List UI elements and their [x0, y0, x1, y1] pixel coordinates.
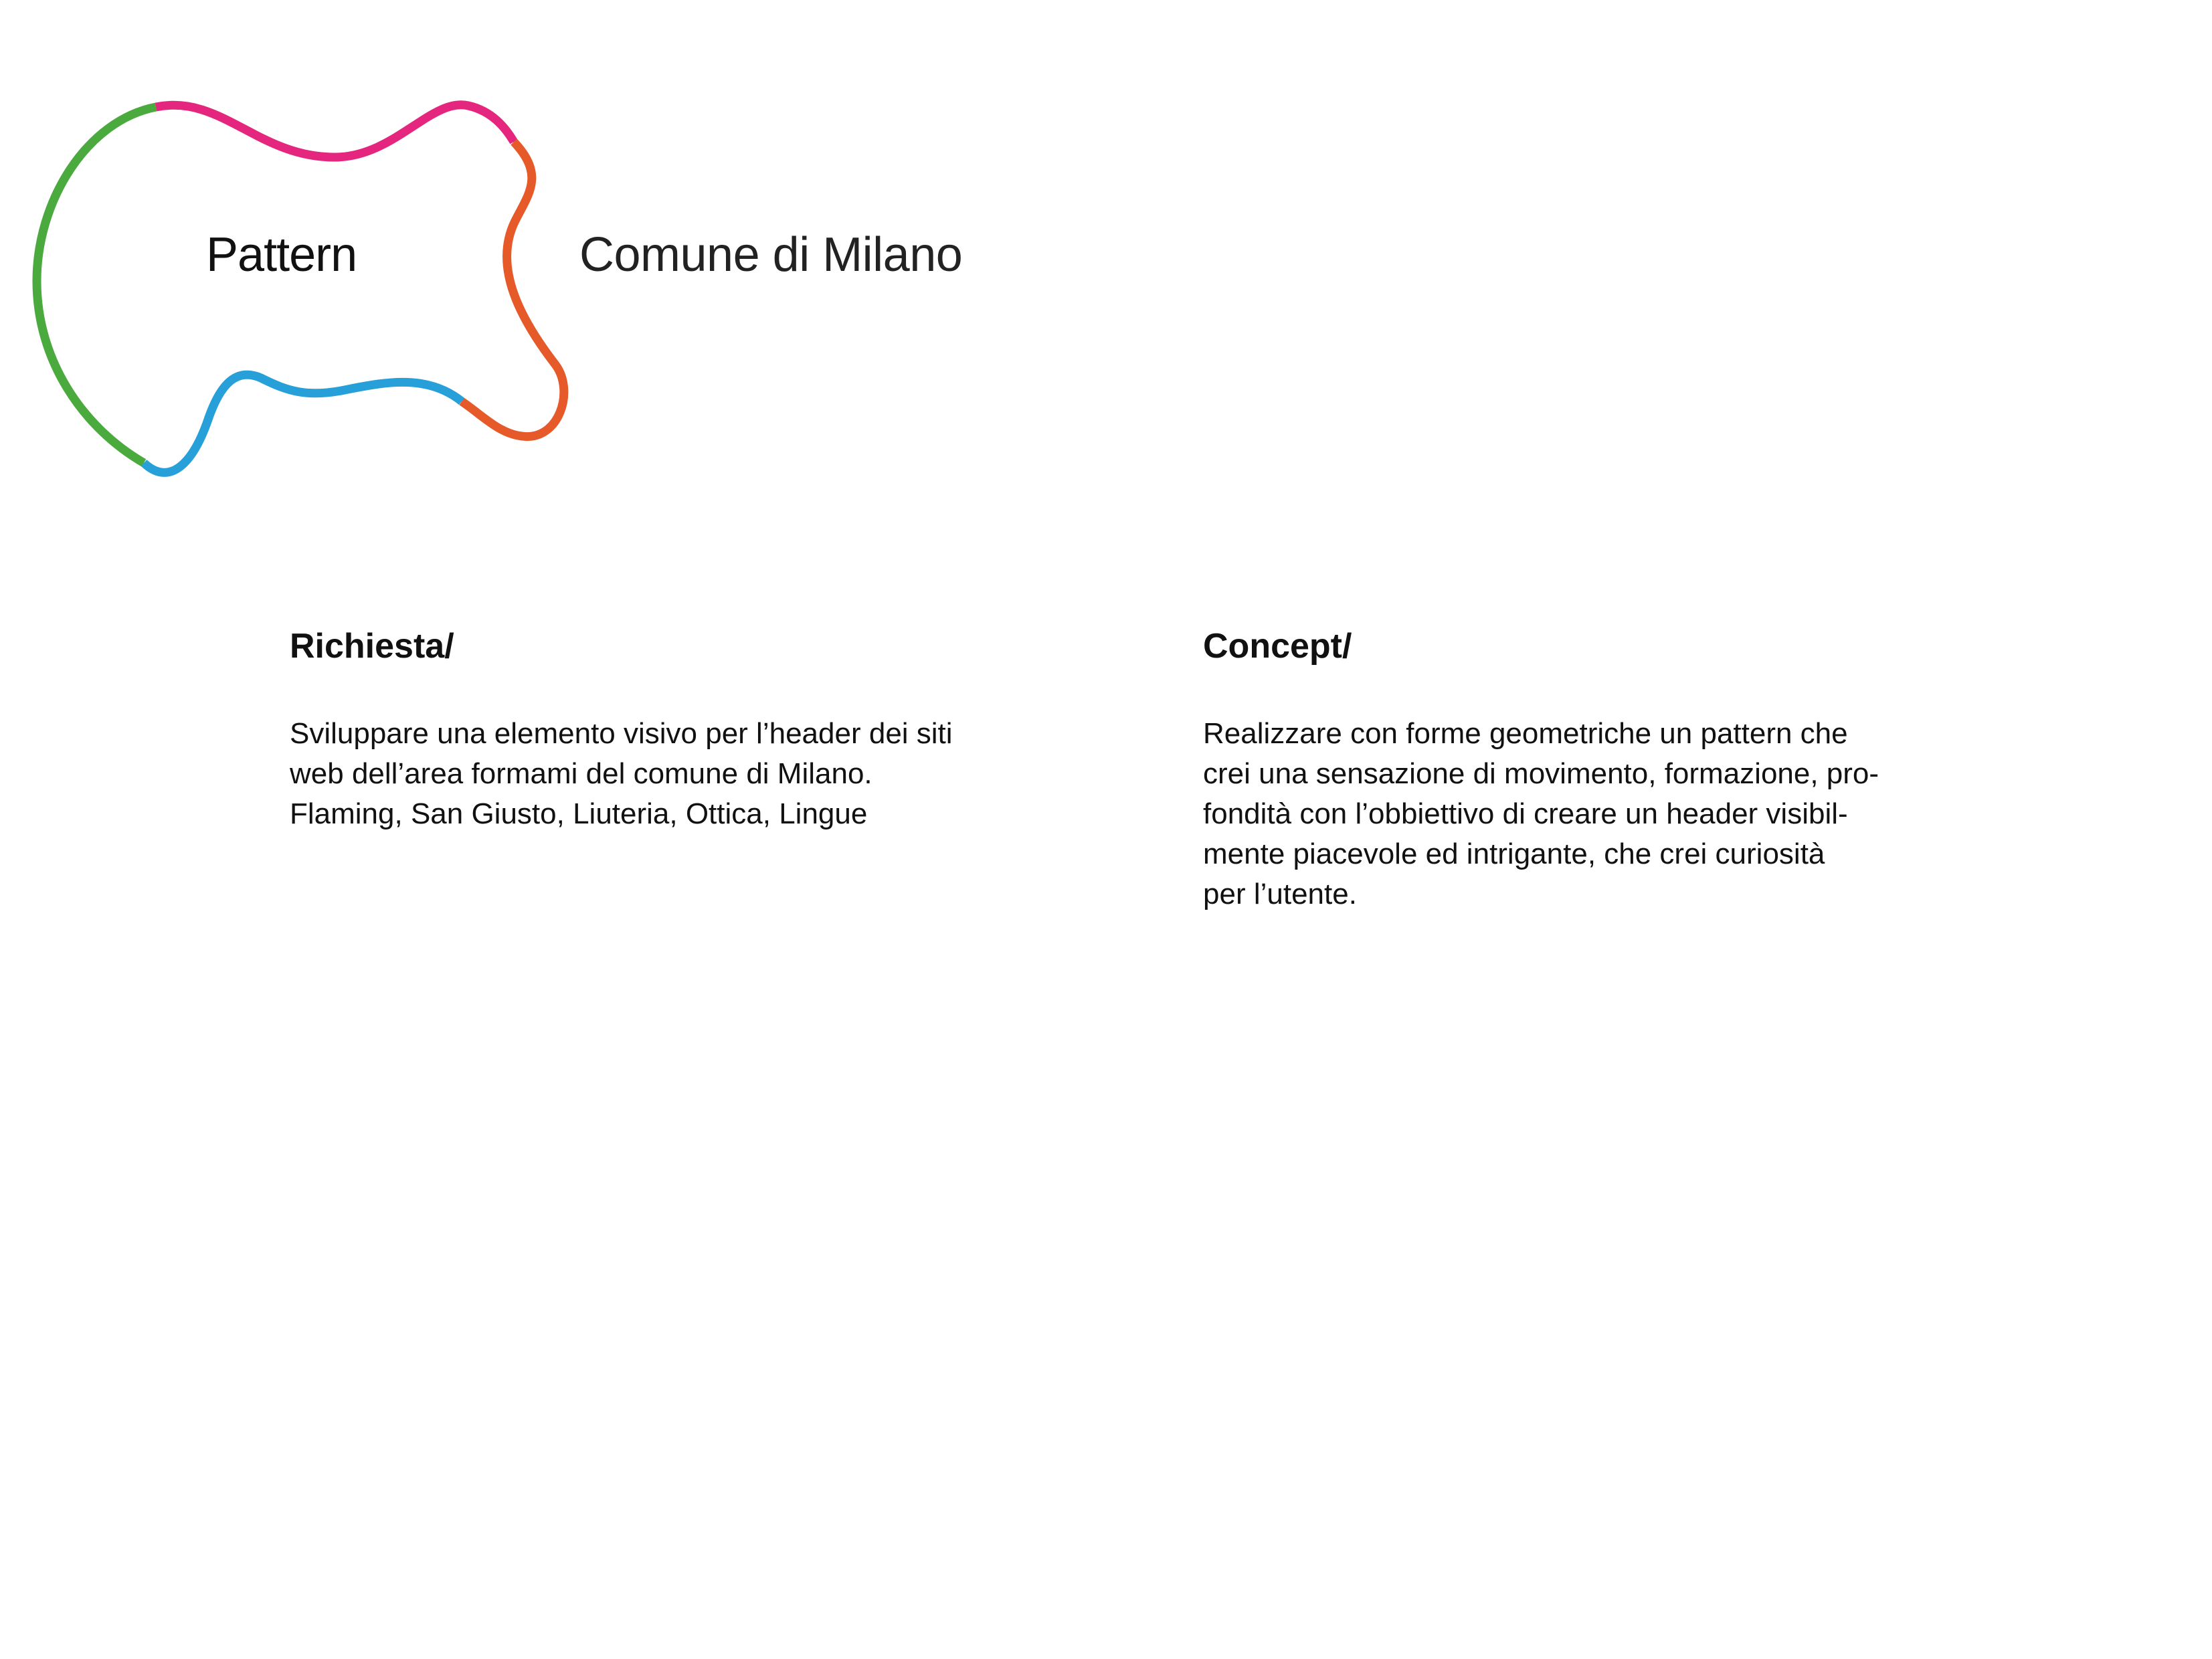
concept-section — [1203, 625, 2046, 914]
concept-body: Realizzare con forme geometriche un pattern che crei una sensazione di movimento, formazione, pro- fondità con l’obbiettivo di creare un header visibil- mente piacevole ed intrigante, che crei curiosità per l’utente. — [1203, 717, 1879, 911]
blob-green-segment — [37, 107, 156, 463]
concept-heading: Concept/ — [1203, 627, 1352, 666]
blob-magenta-segment — [156, 105, 514, 157]
richiesta-body: Sviluppare una elemento visivo per l’header dei siti web dell’area formami del comune di Milano. Flaming, San Giusto, Liuteria, Ottica, Lingue — [290, 717, 953, 831]
blob-orange-segment — [462, 142, 564, 437]
blob-blue-segment — [144, 375, 462, 472]
client-name: Comune di Milano — [579, 228, 963, 282]
logo-title: Pattern — [206, 228, 357, 282]
richiesta-heading: Richiesta/ — [290, 627, 454, 666]
richiesta-section — [290, 625, 1133, 834]
